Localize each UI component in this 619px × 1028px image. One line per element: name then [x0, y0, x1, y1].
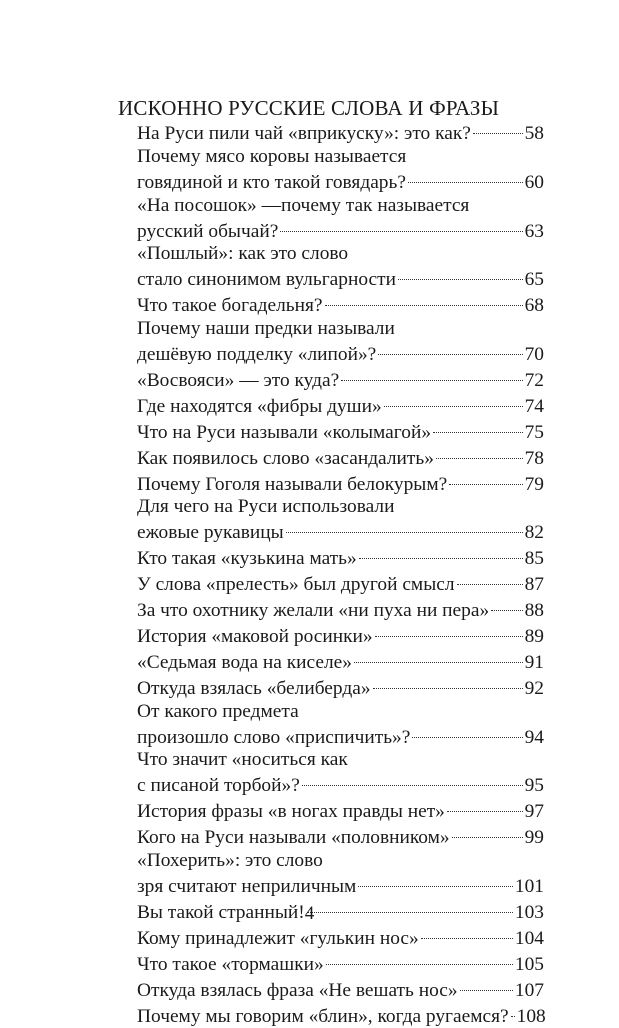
toc-entry — [137, 146, 544, 195]
dot-leader — [412, 723, 522, 742]
dot-leader — [473, 120, 523, 139]
toc-entry-title: Почему мясо коровы называется — [137, 145, 407, 167]
toc-entry-title: От какого предмета — [137, 700, 299, 722]
toc-entry-line — [137, 545, 544, 571]
toc-page-number: 68 — [524, 295, 544, 317]
toc-entry-title: дешёвую подделку «липой»? — [137, 343, 377, 365]
toc-page-number: 94 — [524, 726, 544, 748]
toc-entry-title: Что на Руси называли «колымагой» — [137, 421, 432, 443]
dot-leader — [436, 444, 523, 463]
toc-entry — [137, 701, 544, 750]
toc-page-number: 104 — [514, 927, 544, 949]
toc-page-number: 58 — [524, 123, 544, 145]
toc-entry-title: «Похерить»: это слово — [137, 849, 323, 871]
toc-entry-title: История «маковой росинки» — [137, 626, 373, 648]
toc-entry-line — [137, 623, 544, 649]
toc-entry — [137, 545, 544, 571]
toc-entry — [137, 749, 544, 798]
toc-entry — [137, 392, 544, 418]
toc-entry-line — [137, 798, 544, 824]
toc-page-number: 63 — [524, 220, 544, 242]
toc-entry — [137, 292, 544, 318]
toc-page-number: 82 — [524, 522, 544, 544]
dot-leader — [375, 623, 523, 642]
toc-entry-line — [137, 340, 544, 366]
dot-leader — [280, 217, 522, 236]
toc-entry-line — [137, 924, 544, 950]
dot-leader — [358, 872, 513, 891]
toc-entry-title: Для чего на Руси использовали — [137, 496, 395, 518]
toc-page-number: 85 — [524, 548, 544, 570]
toc-page-number: 99 — [524, 827, 544, 849]
toc-entry-title: стало синонимом вульгарности — [137, 269, 396, 291]
toc-entry-title: Вы такой странный! — [137, 901, 305, 923]
toc-entry-line — [137, 772, 544, 798]
toc-entry — [137, 418, 544, 444]
toc-entry-title: зря считают неприличным — [137, 875, 357, 897]
toc-page-number: 95 — [524, 775, 544, 797]
toc-entry-line — [137, 571, 544, 597]
dot-leader — [359, 545, 523, 564]
toc-entry-line — [137, 444, 544, 470]
toc-page-number: 65 — [524, 269, 544, 291]
dot-leader — [378, 340, 522, 359]
toc-entry-line — [137, 597, 544, 623]
dot-leader — [433, 418, 523, 437]
dot-leader — [373, 675, 523, 694]
toc-entry-line — [137, 872, 544, 898]
toc-entry-line — [137, 418, 544, 444]
dot-leader — [511, 1002, 515, 1021]
toc-page-number: 91 — [524, 652, 544, 674]
toc-entry — [137, 950, 544, 976]
toc-page-number: 108 — [516, 1005, 546, 1027]
toc-entry-line — [137, 649, 544, 675]
toc-page-number: 92 — [524, 678, 544, 700]
dot-leader — [302, 772, 523, 791]
toc-entry-title: с писаной торбой»? — [137, 775, 300, 797]
toc-page-number: 105 — [514, 953, 544, 975]
toc-entry-title: Откуда взялась фраза «Не вешать нос» — [137, 979, 458, 1001]
toc-entry-title: Кого на Руси называли «половником» — [137, 827, 450, 849]
toc-entry-title: Где находятся «фибры души» — [137, 395, 382, 417]
dot-leader — [325, 292, 523, 311]
toc-page-number: 75 — [524, 421, 544, 443]
toc-entry — [137, 120, 544, 146]
section-title: ИСКОННО РУССКИЕ СЛОВА И ФРАЗЫ — [118, 96, 500, 120]
toc-entry-line — [137, 723, 544, 749]
toc-entry-title: произошло слово «приспичить»? — [137, 726, 411, 748]
toc-entry-line — [137, 950, 544, 976]
dot-leader — [460, 976, 513, 995]
dot-leader — [341, 366, 522, 385]
toc-entry-title: Что такое «тормашки» — [137, 953, 324, 975]
toc-entry — [137, 597, 544, 623]
toc-page-number: 97 — [524, 801, 544, 823]
dot-leader — [384, 392, 523, 411]
toc-page-number: 103 — [514, 901, 544, 923]
toc-entry-line — [137, 519, 544, 545]
toc-entry-line — [137, 169, 544, 195]
toc-entry — [137, 470, 544, 496]
toc-entry-line — [137, 318, 544, 341]
toc-page-number: 89 — [524, 626, 544, 648]
toc-entry-line — [137, 749, 544, 772]
toc-entry-line — [137, 976, 544, 1002]
toc-entry-line — [137, 701, 544, 724]
toc-page-number: 78 — [524, 447, 544, 469]
dot-leader — [491, 597, 522, 616]
table-of-contents — [137, 120, 544, 1028]
toc-entry-title: говядиной и кто такой говядарь? — [137, 171, 406, 193]
toc-entry — [137, 571, 544, 597]
toc-entry-line — [137, 470, 544, 496]
toc-entry-title: «На посошок» —почему так называется — [137, 194, 470, 216]
toc-page-number: 74 — [524, 395, 544, 417]
toc-entry-title: Почему Гоголя называли белокурым? — [137, 473, 448, 495]
dot-leader — [449, 470, 522, 489]
toc-entry-line — [137, 1002, 544, 1028]
toc-entry — [137, 798, 544, 824]
dot-leader — [286, 519, 523, 538]
toc-entry-title: За что охотнику желали «ни пуха ни пера» — [137, 600, 490, 622]
dot-leader — [398, 266, 523, 285]
toc-entry — [137, 649, 544, 675]
toc-entry — [137, 1002, 544, 1028]
toc-entry-line — [137, 146, 544, 169]
toc-entry-line — [137, 496, 544, 519]
toc-entry-title: Кому принадлежит «гулькин нос» — [137, 927, 419, 949]
toc-entry-title: «Седьмая вода на киселе» — [137, 652, 352, 674]
toc-entry-line — [137, 266, 544, 292]
toc-entry-line — [137, 675, 544, 701]
toc-entry — [137, 976, 544, 1002]
toc-entry-title: Кто такая «кузькина мать» — [137, 548, 357, 570]
toc-entry-line — [137, 292, 544, 318]
dot-leader — [457, 571, 523, 590]
toc-entry-title: ежовые рукавицы — [137, 522, 284, 544]
toc-entry — [137, 675, 544, 701]
dot-leader — [354, 649, 523, 668]
toc-entry-title: Откуда взялась «белиберда» — [137, 678, 371, 700]
toc-entry-line — [137, 850, 544, 873]
toc-entry-title: На Руси пили чай «вприкуску»: это как? — [137, 123, 471, 145]
toc-entry-title: У слова «прелесть» был другой смысл — [137, 574, 455, 596]
toc-entry-title: «Пошлый»: как это слово — [137, 243, 349, 265]
toc-entry-title: История фразы «в ногах правды нет» — [137, 801, 445, 823]
toc-entry-line — [137, 824, 544, 850]
toc-entry — [137, 195, 544, 244]
toc-entry-title: Как появилось слово «засандалить» — [137, 447, 434, 469]
page-number: 4 — [304, 903, 315, 924]
toc-entry — [137, 924, 544, 950]
toc-entry-title: Что значит «носиться как — [137, 749, 348, 771]
toc-page-number: 87 — [524, 574, 544, 596]
dot-leader — [408, 169, 523, 188]
toc-entry-line — [137, 392, 544, 418]
toc-entry-line — [137, 366, 544, 392]
toc-entry-title: Что такое богадельня? — [137, 295, 323, 317]
dot-leader — [326, 950, 513, 969]
toc-entry — [137, 366, 544, 392]
toc-page-number: 70 — [524, 343, 544, 365]
toc-entry-line — [137, 195, 544, 218]
toc-entry-line — [137, 243, 544, 266]
toc-entry-title: Почему мы говорим «блин», когда ругаемся? — [137, 1005, 509, 1027]
toc-entry — [137, 243, 544, 292]
toc-page-number: 107 — [514, 979, 544, 1001]
toc-entry — [137, 824, 544, 850]
toc-entry — [137, 318, 544, 367]
dot-leader — [421, 924, 513, 943]
dot-leader — [452, 824, 523, 843]
toc-entry — [137, 850, 544, 899]
toc-entry-title: Почему наши предки называли — [137, 317, 395, 339]
toc-entry — [137, 444, 544, 470]
toc-page-number: 88 — [524, 600, 544, 622]
toc-page-number: 101 — [514, 875, 544, 897]
toc-page-number: 72 — [524, 369, 544, 391]
toc-entry-title: русский обычай? — [137, 220, 279, 242]
toc-page-number: 79 — [524, 473, 544, 495]
toc-entry-line — [137, 120, 544, 146]
toc-entry-title: «Восвояси» — это куда? — [137, 369, 340, 391]
toc-page-number: 60 — [524, 171, 544, 193]
toc-entry — [137, 496, 544, 545]
toc-entry-line — [137, 217, 544, 243]
toc-entry — [137, 623, 544, 649]
dot-leader — [447, 798, 523, 817]
